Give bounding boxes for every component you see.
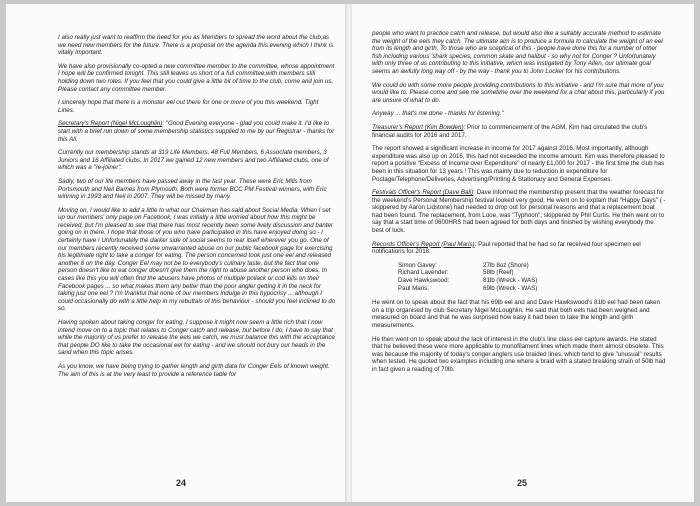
festivals-report-paragraph bbox=[372, 189, 666, 235]
festivals-report-text: : Dave informed the membership present that the weather forecast for the weekend's Personal Membership festival looked very good. He went on to explain that "Happy Days" ( - skippered by Aaron Lidstone) had needed to drop out for personal reasons and that a replacement boat had been found. The replacement, from Looe, was "Typhoon", skippered by Phil Curtis. He then went on to say that a start time of 0600HRS had been agreed for both days and finished by wishing everybody the best of luck. bbox=[372, 189, 666, 235]
page-number: 24 bbox=[176, 478, 187, 488]
angler-name: Dave Hawkswood: bbox=[398, 277, 450, 285]
left-page bbox=[6, 4, 346, 502]
table-row bbox=[398, 262, 537, 270]
paragraph: Sadly, two of our life members have passed away in the last year. These were Eric Mills from Portsmouth and Neil Barnes from Plymouth. Both were former BCC PM Festival winners, with Eric winning in 1993 and Neil in 2007. They will be missed by many. bbox=[58, 177, 327, 201]
eel-weight: 27lb 8oz (Shore) bbox=[483, 261, 529, 269]
specimen-table bbox=[398, 262, 537, 292]
table-row bbox=[398, 269, 537, 277]
records-report-paragraph bbox=[372, 241, 666, 256]
paragraph: I sincerely hope that there is a monster eel out there for one or more of you this weekend. Tight Lines. bbox=[58, 99, 319, 114]
eel-weight: 81lb (Wreck - WAS) bbox=[483, 277, 538, 285]
treasurer-report-heading: Treasurer's Report (Kim Bowden) bbox=[372, 123, 464, 131]
records-report-text: : Paul reported that he had so far received four specimen eel notifications for 2018: bbox=[372, 240, 641, 256]
paragraph: Having spoken about taking conger for eating, I suppose it might now seem a little rich that I now intend move on to a topic that relates to Conger catch and release, but before I do, I have to say that while the majority of us prefer to release the eels we catch, we must balance this with the acceptance that people DO like to take the occasional eel for eating - and we should not bury our heads in the sand when this topic arises. bbox=[58, 319, 335, 357]
paragraph: The report showed a significant increase in income for 2017 against 2016. Most importantly, although expenditure was also up on 2016, this had not exceeded the income amount. Kim was therefore pleased to report a positive "Excess of Income over Expenditure" of nearly £1,000 for 2017 - the first time the club has been in this situation for 13 years ! This was mainly due to reduction in expenditure for Postage/Telephone/Deliveries, Advertising/Printing & Stationary and General Expenses. bbox=[372, 145, 665, 183]
angler-name: Paul Maris: bbox=[398, 284, 429, 292]
angler-name: Simon Gavey: bbox=[398, 261, 437, 269]
festivals-report-heading: Festivals Officer's Report (Dave Ball) bbox=[372, 189, 474, 197]
page-number: 25 bbox=[517, 478, 528, 488]
secretary-report-text: : "Good Evening everyone - glad you could make it. I'd like to start with a brief run down of some membership statistics supplied to me by our Registrar - thanks for this Ali. bbox=[58, 120, 335, 143]
paragraph: people who want to practice catch and release, but would also like a suitably accurate method to estimate the weight of the eels they catch. The ultimate aim is to produce a formula to calculate the weight of an eel from its length and girth. To those who are sceptical of this - people have done this for a number of other fish including various 'shark species, common skate and halibut - so why not for Conger ? Unfortunately with only three of us contributing to this initiative, which was instigated by Tony Allen, our ultimate goal seems an awfully long way off - by the way - thank you to John Locker for his contributions. bbox=[372, 30, 663, 75]
paragraph: We have also provisionally co-opted a new committee member to the committee, whose appointment I hope will be confirmed tonight. This still leaves us short of a full committee,with members still holding down two roles. If you feel that you could give a little bit of time to the club, come and join us. Please contact any committee member. bbox=[58, 62, 335, 93]
records-report-heading: Records Officer's Report (Paul Maris) bbox=[372, 240, 475, 248]
table-row bbox=[398, 285, 537, 293]
paragraph: Anyway ... that's me done - thanks for listening." bbox=[372, 110, 504, 118]
paragraph: He then went on to speak about the lack of interest in the club's line class eel capture awards. He stated that he believed these were more applicable to monofilament lines which made them almost obsolete. This was because the majority of today's conger anglers use braided lines, which tend to give "unusual" results when tested. He quoted two examples including one where a braid with a stated breaking strain of 50lb had in fact given a reading of 70lb. bbox=[372, 335, 666, 373]
table-row bbox=[398, 277, 537, 285]
paragraph: We could do with some more people providing contributions to this initiative - and I'm sure that more of you would like to. Please come and see me sometime over the weekend for a chat about this, particularly if you are unsure of what to do. bbox=[372, 81, 665, 104]
treasurer-report-text: : Prior to commencement of the AGM, Kim had circulated the club's financial audits for 2016 and 2017. bbox=[372, 123, 648, 139]
secretary-report-paragraph bbox=[58, 120, 336, 143]
paragraph: Currently our membership stands at 319 Life Members, 48 Full Members, 6 Associate members, 3 Juniors and 16 Affiliated clubs. In 2017 we gained 12 new members and two Affiliated clubs, one of which was a "re-joiner". bbox=[58, 149, 329, 172]
paragraph: I also really just want to reaffirm the need for you as Members to spread the word about the club,as we need new members for the future. There is a proposal on the agenda this evening which I think is vitally important. bbox=[58, 34, 334, 57]
eel-weight: 69lb (Wreck - WAS) bbox=[483, 284, 538, 292]
treasurer-report-paragraph bbox=[372, 124, 666, 139]
paragraph: Moving on, I would like to add a little to what our Chairman has said about Social Media. When I set up our members' only page on Facebook, I was initially a little worried about how this might be received, but I'm pleased to see that there has most recently been some lively discussion and banter going on in there. I hope that those of you who have participated in this have enjoyed doing so - I certainly have ! Unfortunately the darker side of social seems to rear itself wherever you go. One of our members recently received some unwarranted abuse on our public facebook page for exercising his legitimate right to take a conger for eating. The person concerned took just one eel and released another 6 on the day. Conger Eel may not be to everybody's culinary taste, but the fact that one person doesn't like to eat conger doesn't give them the right to abuse another person who does. In cases like this you will often find the abusers have photos of multiple pollack or cod kills on their Facebook pages ... so what makes them any better than the poor angler getting it in the neck for taking just one eel ? I'm thankful that none of our members indulge in this hypocrisy ... although I could occasionally do with a little help in my rebuttals of this behaviour - should you feel inclined to do so. bbox=[58, 206, 336, 313]
secretary-report-heading: Secretary's Report (Nigel McLoughlin) bbox=[58, 120, 163, 128]
paragraph: As you know, we have being trying to gather length and girth data for Conger Eels of known weight. The aim of this is at the very least to provide a reference table for bbox=[58, 362, 330, 378]
eel-weight: 58lb (Reef) bbox=[483, 269, 514, 277]
right-page bbox=[352, 4, 694, 502]
paragraph: He went on to speak about the fact that his 69lb eel and and Dave Hawkswood's 81lb eel had been taken on a trip organised by club Secretary Nigel McLoughlin. He said that both eels had been weighed and measured on board and that he was surprised how easy it had been to take the length and girth measurements. bbox=[372, 299, 661, 329]
angler-name: Richard Lavender: bbox=[398, 269, 449, 277]
